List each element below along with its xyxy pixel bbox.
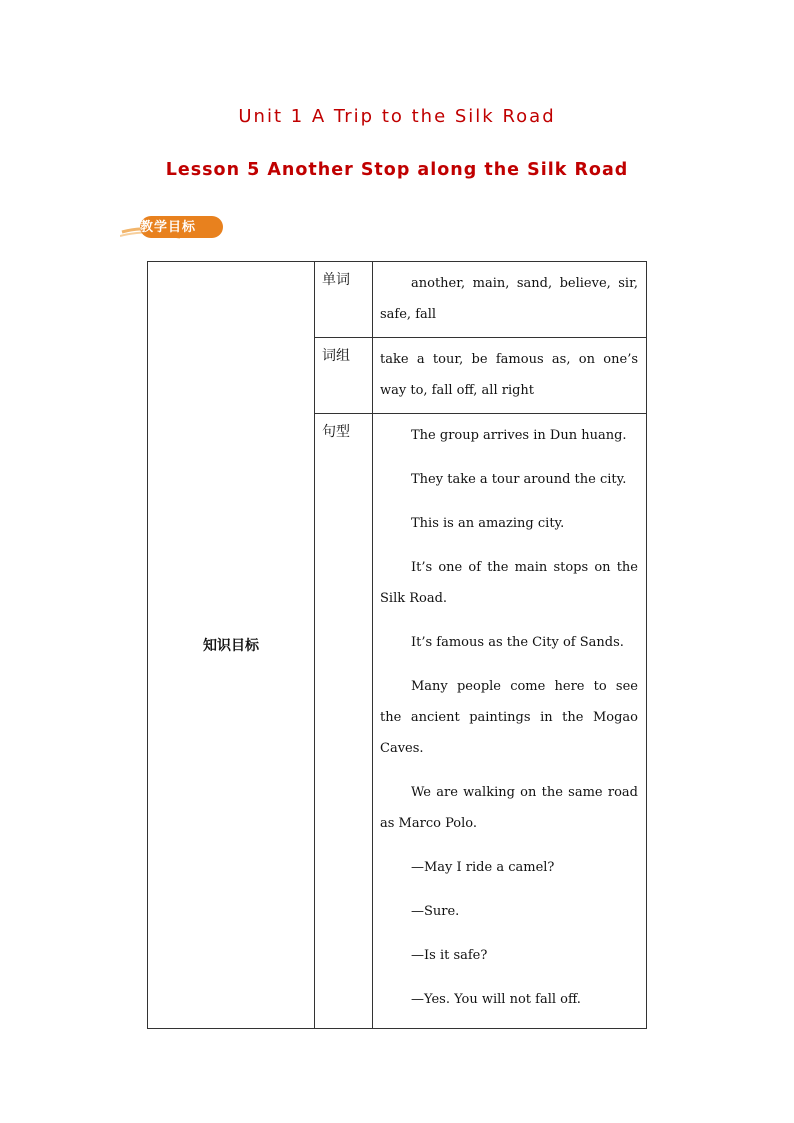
phrases-cell (373, 338, 647, 414)
sentences-cell (373, 414, 647, 1029)
sentence: This is an amazing city. (411, 516, 565, 531)
knowledge-objective-label: 知识目标 (148, 262, 315, 1029)
sentence: We are walking on the same road as Marco Polo. (380, 785, 638, 831)
badge-label: 教学目标 (140, 220, 197, 235)
row-type-words: 单词 (315, 262, 373, 338)
sentence: They take a tour around the city. (411, 472, 627, 487)
sentence: —Sure. (411, 904, 460, 919)
sentence: —May I ride a camel? (411, 860, 555, 875)
objectives-table (147, 261, 647, 1029)
sentence: It’s famous as the City of Sands. (411, 635, 624, 650)
words-cell (373, 262, 647, 338)
lesson-title: Lesson 5 Another Stop along the Silk Road (165, 160, 629, 180)
phrases-text: take a tour, be famous as, on one’s way to, fall off, all right (380, 352, 638, 398)
sentence: —Yes. You will not fall off. (411, 992, 581, 1007)
row-type-phrases: 词组 (315, 338, 373, 414)
sentence: Many people come here to see the ancient paintings in the Mogao Caves. (380, 679, 638, 756)
sentence: The group arrives in Dun huang. (411, 428, 627, 443)
words-text: another, main, sand, believe, sir, safe, fall (380, 276, 638, 322)
sentence: It’s one of the main stops on the Silk Road. (380, 560, 638, 606)
row-type-sentences: 句型 (315, 414, 373, 1029)
sentence: —Is it safe? (411, 948, 488, 963)
table-row (148, 262, 647, 338)
unit-title: Unit 1 A Trip to the Silk Road (238, 106, 556, 127)
